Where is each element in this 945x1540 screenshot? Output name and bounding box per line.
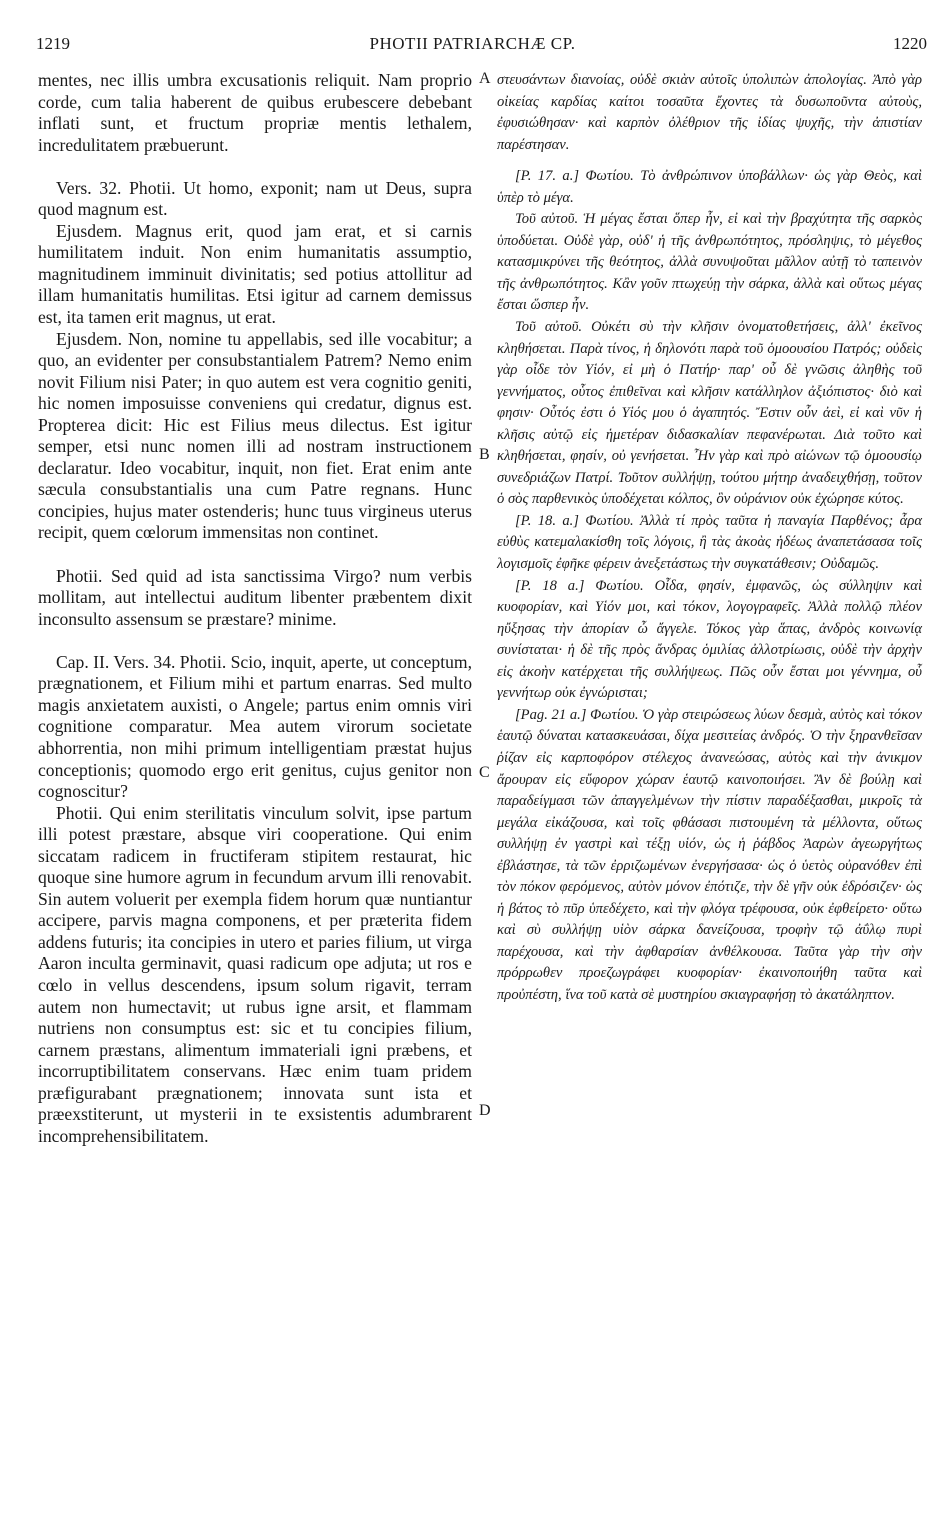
margin-marker-a: A xyxy=(479,70,491,87)
greek-paragraph: [Pag. 21 a.] Φωτίου. Ὁ γὰρ στειρώσεως λύων δεσμὰ, αὐτὸς καὶ τόκον ἑαυτῷ δύναται κατασκευάσαι, δίχα μεσιτείας ἀνδρός. Ὁ τὴν ξηρανθεῖσαν ῥίζαν εἰς καρποφόρον στέλεχος ἀνανεώσας, αὐτὸς καὶ τὴν ἀνικμον ἄρουραν εἰς εὔφορον χώραν ἑαυτῷ καινοποιήσει. Ἂν δὲ βούλῃ καὶ παραδείγμασι τῶν ἀπαγγελμένων τὴν πίστιν παραδέξασθαι, μικροῖς τὰ μεγάλα εἰκάζουσα, καὶ τοῖς φθάσασι πιστουμένη τὰ μέλλοντα, οὕτως συλλήψῃ ἐν γαστρὶ καὶ τέξῃ υἱόν, ὡς ἡ ῥάβδος Ἀαρὼν ἀγεωργήτως ἐβλάστησε, τὰ τῶν ἐρριζωμένων ἐνεργήσασα· ὡς ὁ ὑετὸς οὐρανόθεν ἐπὶ τὸν πόκον φερόμενος, αὐτὸν μόνον ἐπότιζε, τὴν δὲ γῆν οὐκ ἐδρόσιζεν· ὡς ἡ βάτος τὸ πῦρ ὑπεδέχετο, καὶ τὴν φλόγα τρέφουσα, οὐκ ἐφθείρετο· οὕτω καὶ σὺ συλλήψῃ υἱὸν σάρκα δανείζουσα, τροφὴν τῷ ἀΰλῳ πυρὶ παρέχουσα, καὶ τὴν ἀφθαρσίαν ἀνθέλκουσα. Ταῦτα γὰρ τὴν σὴν πρόρρωθεν προεζωγράφει κυοφορίαν· ἐκαινοποιήθη ταῦτα καὶ προὐπέστη, ἵνα τοῦ κατὰ σὲ μυστηρίου σκιαγραφήσῃ τὸ ἀκατάληπτον. xyxy=(497,706,922,1003)
greek-column xyxy=(497,70,922,1007)
latin-paragraph: Photii. Qui enim sterilitatis vinculum solvit, ipse partum illi potest præstare, absque viri cooperatione. Qui enim siccatam radicem in fructiferam stipitem restaurat, hic quoque sine humore agrum in fecundum arvum illi renovabit. Sin autem voluerit per exempla fidem horum quæ nuntiantur accipere, parvis magna componens, et per præterita fidem addens futuris; ita concipies in utero et paries filium, ut virga Aaron inculta germinavit, quasi radicum ope adjuta; ut ros e cœlo in vellus descendens, ipsum solum rigavit, terram autem non humectavit; ut rubus igne arsit, et flammam nutriens non consumptus est: sic et tu concipies filium, carnem præstans, alimentum immateriali igni præbens, et incorruptibilitatem conservans. Hæc enim tuam pridem præfigurabant prægnationem; innovata sunt ista et præexstiterunt, ut mysterii in te exsistentis adumbrarent incomprehensibilitatem. xyxy=(38,802,472,1146)
margin-marker-d: D xyxy=(479,1102,491,1119)
latin-paragraph: Photii. Sed quid ad ista sanctissima Virgo? num verbis mollitam, aut intellectui auditum libenter præbentem dixit inconsulto assensum se præstare? minime. xyxy=(38,565,472,629)
latin-paragraph: Vers. 32. Photii. Ut homo, exponit; nam ut Deus, supra quod magnum est. xyxy=(38,177,472,220)
latin-paragraph: Cap. II. Vers. 34. Photii. Scio, inquit, aperte, ut conceptum, prægnationem, et Filium mihi et partum enarras. Sed multo magis anxietatem auxisti, o Angele; partus enim omnis viri cognitione comparatur. Mea autem virorum societate abhorrentia, non mihi primum intelligentiam præstat hujus conceptionis; quomodo ergo erit genitus, cujus genitor non cognoscitur? xyxy=(38,651,472,802)
greek-paragraph: [P. 18. a.] Φωτίου. Ἀλλὰ τί πρὸς ταῦτα ἡ παναγία Παρθένος; ἆρα εὐθὺς κατεμαλακίσθη τοῖς λόγοις, ἢ τὰς ἀκοὰς ἡδέως ἀναπετάσασα τοῖς λογισμοῖς ἐφῆκε φέρειν ἀνεξετάστως τὴν συγκατάθεσιν; Οὐδαμῶς. xyxy=(497,512,922,573)
greek-paragraph: στευσάντων διανοίας, οὐδὲ σκιὰν αὐτοῖς ὑπολιπὼν ἀπολογίας. Ἀπὸ γὰρ οἰκείας καρδίας καίτοι τοσαῦτα ἔχοντες τὰ δυσωποῦντα αὐτοὺς, ἐφυσιώθησαν· καὶ καρπὸν ὀλέθριον τῆς ἰδίας ψυχῆς, τὴν ἀπιστίαν παρέστησαν. xyxy=(497,72,922,153)
latin-paragraph: mentes, nec illis umbra excusationis reliquit. Nam proprio corde, cum talia haberent de quibus erubescere debebant inflati sunt, et fructum propriæ mentis lethalem, incredulitatem præbuerunt. xyxy=(38,70,472,155)
latin-column xyxy=(38,70,472,1147)
margin-marker-c: C xyxy=(479,764,490,781)
greek-paragraph: [P. 17. a.] Φωτίου. Τὸ ἀνθρώπινον ὑποβάλλων· ὡς γὰρ Θεὸς, καὶ ὑπὲρ τὸ μέγα. xyxy=(497,168,922,206)
greek-paragraph: Τοῦ αὐτοῦ. Ἡ μέγας ἔσται ὅπερ ἦν, εἰ καὶ τὴν βραχύτητα τῆς σαρκὸς ὑποδύεται. Οὐδὲ γὰρ, οὐδ' ἡ τῆς ἀνθρωπότητος, πρόσληψις, τὸ μέγεθος κατασμικρύνει τῆς θεότητος, ἀλλὰ συνυψοῦται μᾶλλον αὐτῇ τὸ ταπεινὸν τῆς ἀνθρωπότητος. Κἂν γοῦν πτωχεύῃ τὴν σάρκα, ἀλλὰ καὶ οὕτως μέγας ἔσται ὥσπερ ἦν. xyxy=(497,211,922,314)
left-page-number: 1219 xyxy=(36,34,70,53)
page-header xyxy=(0,34,945,56)
greek-paragraph: [P. 18 a.] Φωτίου. Οἶδα, φησίν, ἐμφανῶς, ὡς σύλληψιν καὶ κυοφορίαν, καὶ Υἱόν μοι, καὶ τόκον, λογογραφεῖς. Ἀλλὰ πολλῷ πλέον ηὔξησας τὴν ἀπορίαν ὦ ἄγγελε. Τόκος γὰρ ἅπας, ἀνδρὸς κοινωνίᾳ συνίσταται· ἡ δὲ τῆς πρὸς ἄνδρας ὁμιλίας ἀλλοτρίωσις, οὐδὲ τὴν ἀρχὴν εἰς ἀκοὴν κατέρχεται τῆς συλλήψεως. Πῶς οὖν ἔσται μοι γέννημα, οὗ γεννήτωρ οὐκ ἐγνώρισται; xyxy=(497,577,922,702)
right-page-number: 1220 xyxy=(893,34,927,53)
latin-paragraph: Ejusdem. Non, nomine tu appellabis, sed ille vocabitur; a quo, an evidenter per consubstantialem Patrem? Nemo enim novit Filium nisi Pater; in quo autem est vera cognitio geniti, hic nomen imposuisse conveniens qui credatur, dignus est. Propterea dicit: Hic est Filius meus dilectus. Est igitur semper, etsi nunc nomen illi ad nostram instructionem declaratur. Ideo vocabitur, inquit, non fiet. Erat enim ante sæcula consubstantialis una cum Patre regnans. Hunc concipies, hujus mater ostenderis; hunc tuus virgineus uterus recipit, quem cœlorum immensitas non continet. xyxy=(38,328,472,543)
greek-paragraph: Τοῦ αὐτοῦ. Οὐκέτι σὺ τὴν κλῆσιν ὀνοματοθετήσεις, ἀλλ' ἐκεῖνος κληθήσεται. Παρὰ τίνος, ἡ δηλονότι παρὰ τοῦ ὁμοουσίου Πατρός; οὐδεὶς γὰρ οἶδε τὸν Υἱόν, εἰ μὴ ὁ Πατήρ· παρ' οὗ δὲ γνῶσις ἀληθὴς τοῦ γεννήματος, οὗτος ἐπιθεῖναι καὶ κλῆσιν κατάλληλον ἀξιόπιστος· διὸ καὶ φησιν· Οὗτός ἐστι ὁ Υἱός μου ὁ ἀγαπητός. Ἔστιν οὖν ἀεὶ, εἰ καὶ νῦν ἡ κλῆσις αὐτῷ εἰς ἡμετέραν διδασκαλίαν πεφανέρωται. Διὰ τοῦτο καὶ κληθήσεται, φησίν, οὐ γενήσεται. Ἦν γὰρ καὶ πρὸ αἰώνων τῷ ὁμοουσίῳ συνεδριάζων Πατρί. Τοῦτον συλλήψῃ, τούτου μήτηρ ἀναδειχθήσῃ, τοῦτον ὁ σὸς παρθενικὸς ὑποδέχεται κόλπος, ὃν οὐράνιον οὐκ ἐχώρησε κύτος. xyxy=(497,319,922,508)
margin-marker-b: B xyxy=(479,446,490,463)
running-title: PHOTII PATRIARCHÆ CP. xyxy=(369,34,576,53)
latin-paragraph: Ejusdem. Magnus erit, quod jam erat, et si carnis humilitatem induit. Non enim humanitatis assumptio, magnitudinem imminuit divinitatis; sed potius attollitur ad illam humanitatis humilitas. Etsi igitur ad carnem demissus est, ita tamen erit magnus, ut erat. xyxy=(38,220,472,328)
